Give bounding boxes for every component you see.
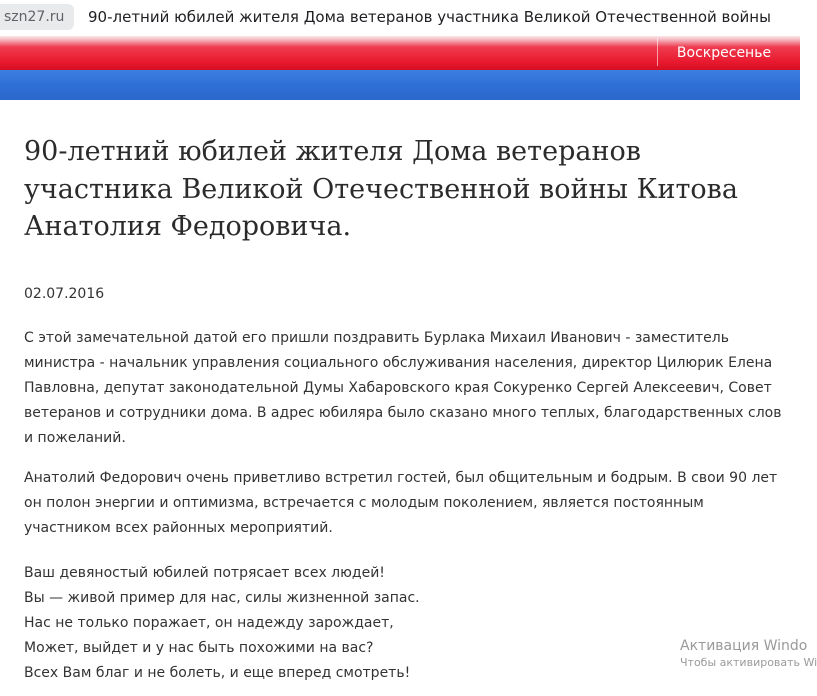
poem-line: Может, выйдет и у нас быть похожими на вас? (24, 640, 374, 657)
poem (24, 561, 794, 687)
poem-line: Нас не только поражает, он надежду зарождает, (24, 614, 394, 631)
article-paragraph: С этой замечательной датой его пришли поздравить Бурлака Михаил Иванович - заместитель министра - начальник управления социального обслуживания населения, директор Цилюрик Елена Павловна, депутат законодательной Думы Хабаровского края Сокуренко Сергей Алексеевич, Совет ветеранов и сотрудники дома. В адрес юбиляра было сказано много теплых, благодарственных слов и пожеланий. (24, 329, 782, 446)
nav-divider (657, 38, 658, 66)
poem-line: Всех Вам благ и не болеть, и еще вперед смотреть! (24, 665, 411, 682)
site-header-blue-bar (0, 70, 800, 100)
browser-titlebar (0, 0, 800, 36)
weekday-label: Воскресенье (676, 45, 772, 61)
article-paragraph: Анатолий Федорович очень приветливо встретил гостей, был общительным и бодрым. В свои 90 лет он полон энергии и оптимизма, встречается с молодым поколением, является постоянным участником всех районных мероприятий. (24, 469, 778, 536)
windows-activation-watermark (680, 637, 817, 671)
watermark-title: Активация Windo (680, 638, 808, 654)
watermark-subtitle: Чтобы активировать Wi (680, 656, 817, 669)
window-title: 90-летний юбилей жителя Дома ветеранов участника Великой Отечественной войны (88, 8, 771, 26)
poem-line: Вы — живой пример для нас, силы жизненной запас. (24, 589, 420, 606)
poem-line: Ваш девяностый юбилей потрясает всех людей! (24, 564, 385, 581)
site-domain-chip[interactable]: szn27.ru (0, 4, 74, 30)
page-title: 90-летний юбилей жителя Дома ветеранов участника Великой Отечественной войны Китова Анатолия Федоровича. (24, 136, 738, 242)
article-date: 02.07.2016 (24, 285, 105, 302)
article (24, 118, 794, 687)
